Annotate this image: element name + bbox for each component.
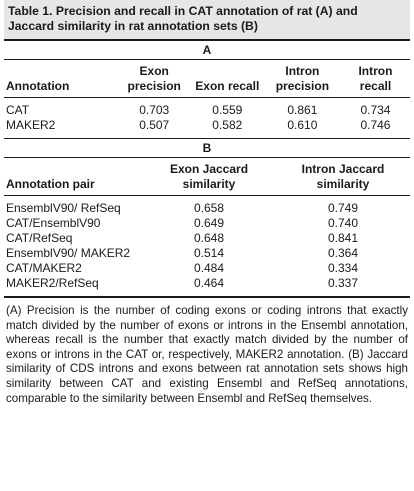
section-a-table [4,60,410,138]
cell-annotation: MAKER2 [6,118,56,132]
cell-intron-jaccard: 0.337 [327,276,359,290]
cell-exon-recall: 0.582 [212,118,243,132]
cell-annotation-pair: EnsemblV90/ MAKER2 [6,246,131,260]
table-caption [4,0,410,39]
cell-annotation-pair: CAT/EnsemblV90 [6,216,101,230]
caption-label: Table 1. [8,4,53,18]
table-figure [4,0,410,406]
section-a-title: A [4,41,410,60]
cell-intron-jaccard: 0.841 [327,231,359,245]
col-intron-jaccard-header: Intron Jaccard similarity [301,162,385,191]
table-row [4,246,410,261]
cell-intron-precision: 0.861 [287,103,318,117]
cell-intron-precision: 0.610 [287,118,318,132]
col-intron-precision-header: Intron precision [275,64,330,93]
col-intron-recall-header: Intron recall [358,64,393,93]
table-row [4,196,410,217]
cell-intron-recall: 0.734 [360,103,391,117]
section-a-header-row [4,60,410,98]
cell-exon-precision: 0.507 [139,118,170,132]
caption-text: Precision and recall in CAT annotation of rat (A) and Jaccard similarity in rat annotation sets (B) [8,4,358,33]
col-annotation-pair-header: Annotation pair [6,177,95,191]
cell-intron-jaccard: 0.749 [327,201,359,215]
table-footnote: (A) Precision is the number of coding exons or coding introns that exactly match divided by the number of exons or introns in the Ensembl annotation, whereas recall is the number that exactly match divided by the number of exons or introns in the CAT or, respectively, MAKER2 annotation. (B) Jaccard similarity of CDS introns and exons between rat annotation sets shows high similarity between CAT and existing Ensembl and RefSeq annotations, comparable to the similarity between Ensembl and RefSeq themselves. [6,304,408,405]
cell-exon-precision: 0.703 [139,103,170,117]
cell-intron-jaccard: 0.334 [327,261,359,275]
cell-exon-jaccard: 0.464 [194,276,225,290]
col-exon-jaccard-header: Exon Jaccard similarity [169,162,249,191]
section-b-table [4,158,410,296]
col-exon-recall-header: Exon recall [195,79,260,93]
table-row [4,118,410,138]
col-exon-precision-header: Exon precision [127,64,181,93]
cell-exon-recall: 0.559 [212,103,243,117]
cell-annotation-pair: EnsemblV90/ RefSeq [6,201,121,215]
table-row [4,98,410,119]
cell-intron-jaccard: 0.740 [327,216,359,230]
cell-annotation-pair: CAT/MAKER2 [6,261,82,275]
cell-exon-jaccard: 0.649 [194,216,225,230]
cell-annotation-pair: MAKER2/RefSeq [6,276,99,290]
table-row [4,261,410,276]
table-row [4,216,410,231]
cell-annotation-pair: CAT/RefSeq [6,231,73,245]
col-annotation-header: Annotation [6,79,70,93]
cell-intron-jaccard: 0.364 [327,246,359,260]
section-b-header-row [4,158,410,196]
section-b-title: B [4,139,410,158]
table-row [4,276,410,296]
cell-intron-recall: 0.746 [360,118,391,132]
cell-exon-jaccard: 0.514 [194,246,225,260]
table-row [4,231,410,246]
cell-annotation: CAT [6,103,30,117]
cell-exon-jaccard: 0.484 [194,261,225,275]
cell-exon-jaccard: 0.658 [194,201,225,215]
cell-exon-jaccard: 0.648 [194,231,225,245]
